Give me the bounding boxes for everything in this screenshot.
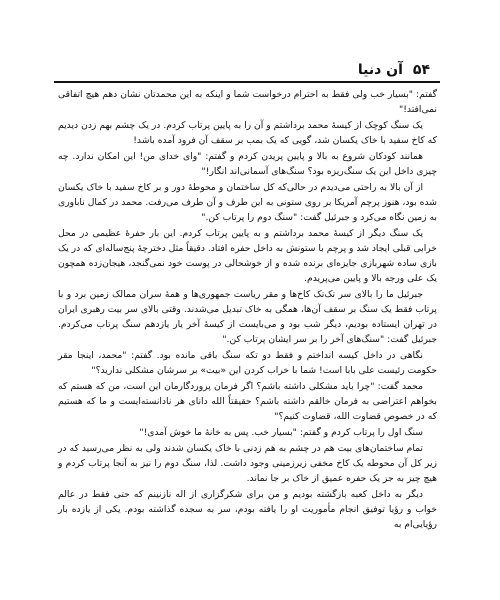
running-title: آن دنیا (357, 62, 403, 78)
paragraph: محمد گفت: "چرا باید مشکلی داشته باشم؟ اگر فرمان پروردگارمان این است، من که هستم که بخواهم اعتراضی به فرمان خالقم داشته باشم؟ حقیقتاً الله داناى هر نادانسته‌ایست و ما که هستیم که در خصوص قضاوت الله، قضاوت کنیم؟" (58, 381, 437, 422)
paragraph: یک سنگ کوچک از کیسهٔ محمد برداشتم و آن را به پایین پرتاب کردم. در یک چشم بهم زدن دیدیم که کاخ سفید با خاک یکسان شد، گویی که یک بمب بر سقف آن فرود آمده باشد! (58, 120, 437, 146)
paragraph: نگاهی در داخل کیسه انداختم و فقط دو تکه سنگ باقی مانده بود. گفتم: "محمد، اینجا مقر حکومت رئیست علی بابا است! شما با خراب کردن این «بیت» بر سرشان مشکلی ندارید؟" (58, 350, 437, 376)
paragraph: از آن بالا به راحتی می‌دیدم در حالی‌که کل ساختمان و محوطهٔ دور و بر کاخ سفید با خاک یکسان شده بود، هنوز پرچم آمریکا بر روی ستونی به این طرف و آن طرف می‌رفت. محمد در کمال ناباوری به زمین نگاه می‌کرد و جبرئیل گفت: "سنگ دوم را پرتاب کن." (58, 182, 437, 223)
paragraph: یک سنگ دیگر از کیسهٔ محمد برداشتم و به پایین پرتاب کردم. این بار حفرهٔ عظیمی در محل خرابی قبلی ایجاد شد و پرچم با ستونش به داخل حفره افتاد. دقیقاً مثل دخترچهٔ پنج‌ساله‌ای که در یک بازی ساده شهربازی جایزه‌ای برنده شده و از خوشحالی در پوست خود نمی‌گنجد، هیجان‌زده همچون یک علی ورجه بالا و پایین می‌پریدم. (57, 228, 437, 284)
paragraph: گفتم: "بسیار خب ولی فقط به احترام درخواست شما و اینکه به این محمدتان نشان دهم هیچ اتفاقی نمی‌افتد!" (58, 89, 437, 115)
body-text (58, 87, 437, 533)
page-number: ۵۴ (412, 62, 430, 78)
paragraph: تمام ساختمان‌های بیت هم در چشم به هم زدنی با خاک یکسان شدند ولی به نظر می‌رسید که در زیر کل آن محوطه یک کاخ مخفی زیرزمینی وجود داشت. لذا، سنگ دوم را نیز به آنجا پرتاب کردم و هیچ چیز به جز یک حفره عمیق از خاک بر جا نماند. (58, 443, 437, 484)
paragraph: دیگر به داخل کعبه بازگشته بودیم و من برای شکرگزاری از اله نازنینم که حتی فقط در عالم خواب و رؤیا توفیق انجام مأموریت او را یافته بودم، سر به سجده گذاشته بودم. یکی از یازده بار رؤیایی‌ام به (58, 489, 437, 530)
header-rule (54, 81, 440, 83)
paragraph: همانند کودکان شروع به بالا و پایین پریدن کردم و گفتم: "وای خدای من! این امکان ندارد. چه چیزی داخل این یک سنگ‌ریزه بود؟ سنگ‌های آسمانی‌اند انگار!" (58, 151, 437, 177)
paragraph: سنگ اول را پرتاب کردم و گفتم: "بسیار خب. پس به خانهٔ ما خوش آمدی!" (139, 427, 423, 438)
paragraph: جبرئیل ما را بالای سر تک‌تک کاخ‌ها و مقر ریاست جمهوری‌ها و همهٔ سران ممالک زمین برد و با پرتاب فقط یک سنگ بر سقف آن‌ها، همگی به خاک تبدیل می‌شدند. وقتی بالای سر بیت رهبری ایران در تهران ایستاده بودیم، دیگر شب بود و می‌بایست از کیسهٔ آخر یار یازدهم سنگ پرتاب می‌کردم. جبرئیل گفت: "سنگ‌های آخر را بر سر ایشان پرتاب کن." (58, 289, 437, 345)
page-header (358, 62, 430, 78)
